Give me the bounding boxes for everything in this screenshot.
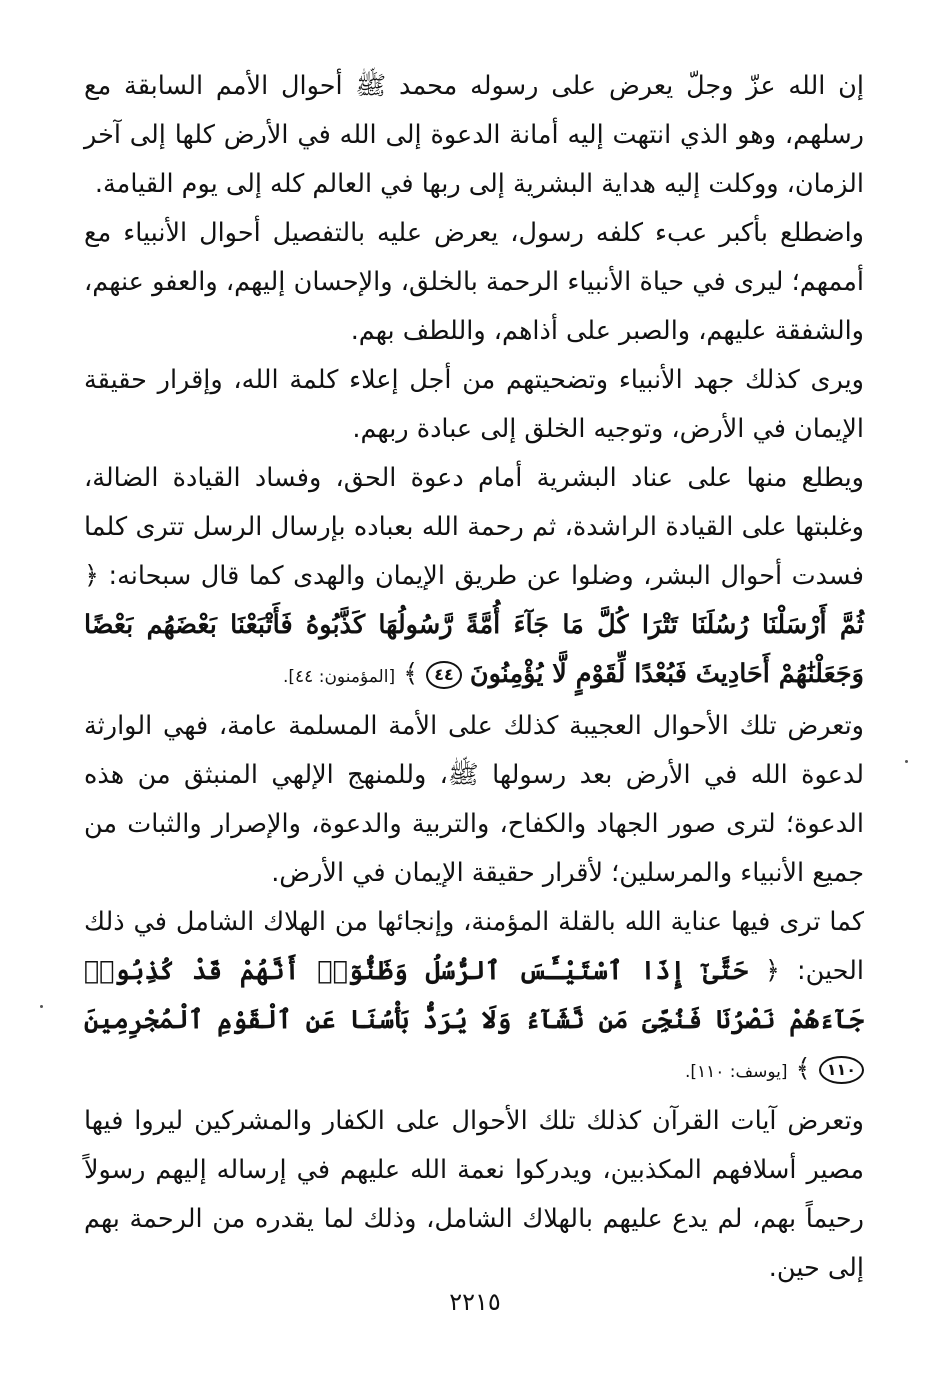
paragraph-6-text: كما ترى فيها عناية الله بالقلة المؤمنة، وإنجائها من الهلاك الشامل في ذلك الحين: xyxy=(84,907,864,986)
paragraph-6 xyxy=(84,898,864,1097)
paragraph-7-text: وتعرض آيات القرآن كذلك تلك الأحوال على الكفار والمشركين ليروا فيها مصير أسلافهم المكذبين، ويدركوا نعمة الله عليهم في إرساله إليهم رسولاً رحيماً بهم، لم يدع عليهم بالهلاك الشامل، وذلك لما يقدره من الرحمة بهم إلى حين. xyxy=(84,1106,864,1283)
paragraph-4 xyxy=(84,454,864,702)
quran-verse-muminun: ثُمَّ أَرْسَلْنَا رُسُلَنَا تَتْرَا كُلَّ مَا جَآءَ أُمَّةً رَّسُولُهَا كَذَّبُوهُ فَأَتْبَعْنَا بَعْضَهُم بَعْضًا وَجَعَلْنَٰهُمْ أَحَادِيثَ فَبُعْدًا لِّقَوْمٍ لَّا يُؤْمِنُونَ xyxy=(84,610,864,689)
paragraph-4-text: ويطلع منها على عناد البشرية أمام دعوة الحق، وفساد القيادة الضالة، وغلبتها على القيادة الراشدة، ثم رحمة الله بعباده بإرسال الرسل تترى كلما فسدت أحوال البشر، وضلوا عن طريق الإيمان والهدى كما قال سبحانه: xyxy=(84,463,864,591)
ayah-number-marker: ٤٤ xyxy=(426,661,462,689)
paragraph-3-text: ويرى كذلك جهد الأنبياء وتضحيتهم من أجل إعلاء كلمة الله، وإقرار حقيقة الإيمان في الأرض، وتوجيه الخلق إلى عبادة ربهم. xyxy=(84,365,864,444)
page-number: ٢٢١٥ xyxy=(449,1288,501,1316)
quran-verse-yusuf: حَتَّىٰٓ إِذَا ٱسْتَيْـَٔسَ ٱلرُّسُلُ وَظَنُّوٓا۟ أَنَّهُمْ قَدْ كُذِبُوا۟ جَآءَهُمْ نَصْرُنَا فَنُجِّىَ مَن نَّشَآءُ وَلَا يُرَدُّ بَأْسُنَا عَنِ ٱلْقَوْمِ ٱلْمُجْرِمِينَ xyxy=(84,956,864,1035)
verse-reference: [المؤمنون: ٤٤]. xyxy=(283,667,396,687)
quran-open-bracket: ﴿ xyxy=(765,956,780,986)
paragraph-2 xyxy=(84,209,864,356)
quran-close-bracket: ﴾ xyxy=(795,1054,811,1084)
paragraph-2-text: واضطلع بأكبر عبء كلفه رسول، يعرض عليه بالتفصيل أحوال الأنبياء مع أممهم؛ ليرى في حياة الأنبياء الرحمة بالخلق، والإحسان إليهم، والعفو عنهم، والشفقة عليهم، والصبر على أذاهم، واللطف بهم. xyxy=(84,218,864,346)
paragraph-5-text: وتعرض تلك الأحوال العجيبة كذلك على الأمة المسلمة عامة، فهي الوارثة لدعوة الله في الأرض بعد رسولها ﷺ، وللمنهج الإلهي المنبثق من هذه الدعوة؛ لترى صور الجهاد والكفاح، والتربية والدعوة، والإصرار والثبات من جميع الأنبياء والمرسلين؛ لأقرار حقيقة الإيمان في الأرض. xyxy=(84,711,864,888)
verse-reference: [يوسف: ١١٠]. xyxy=(684,1062,788,1082)
paragraph-1-text: إن الله عزّ وجلّ يعرض على رسوله محمد ﷺ أحوال الأمم السابقة مع رسلهم، وهو الذي انتهت إليه أمانة الدعوة إلى الله في الأرض كلها إلى آخر الزمان، ووكلت إليه هداية البشرية إلى ربها في العالم كله إلى يوم القيامة. xyxy=(84,71,864,199)
paragraph-3 xyxy=(84,356,864,454)
scan-speck xyxy=(40,1005,43,1008)
paragraph-7 xyxy=(84,1097,864,1293)
scan-speck xyxy=(905,760,908,763)
paragraph-5 xyxy=(84,702,864,898)
paragraph-1 xyxy=(84,62,864,209)
quran-close-bracket: ﴾ xyxy=(403,659,419,689)
page-text xyxy=(84,62,864,1293)
quran-open-bracket: ﴿ xyxy=(84,561,99,591)
ayah-number-marker: ١١٠ xyxy=(819,1056,864,1084)
